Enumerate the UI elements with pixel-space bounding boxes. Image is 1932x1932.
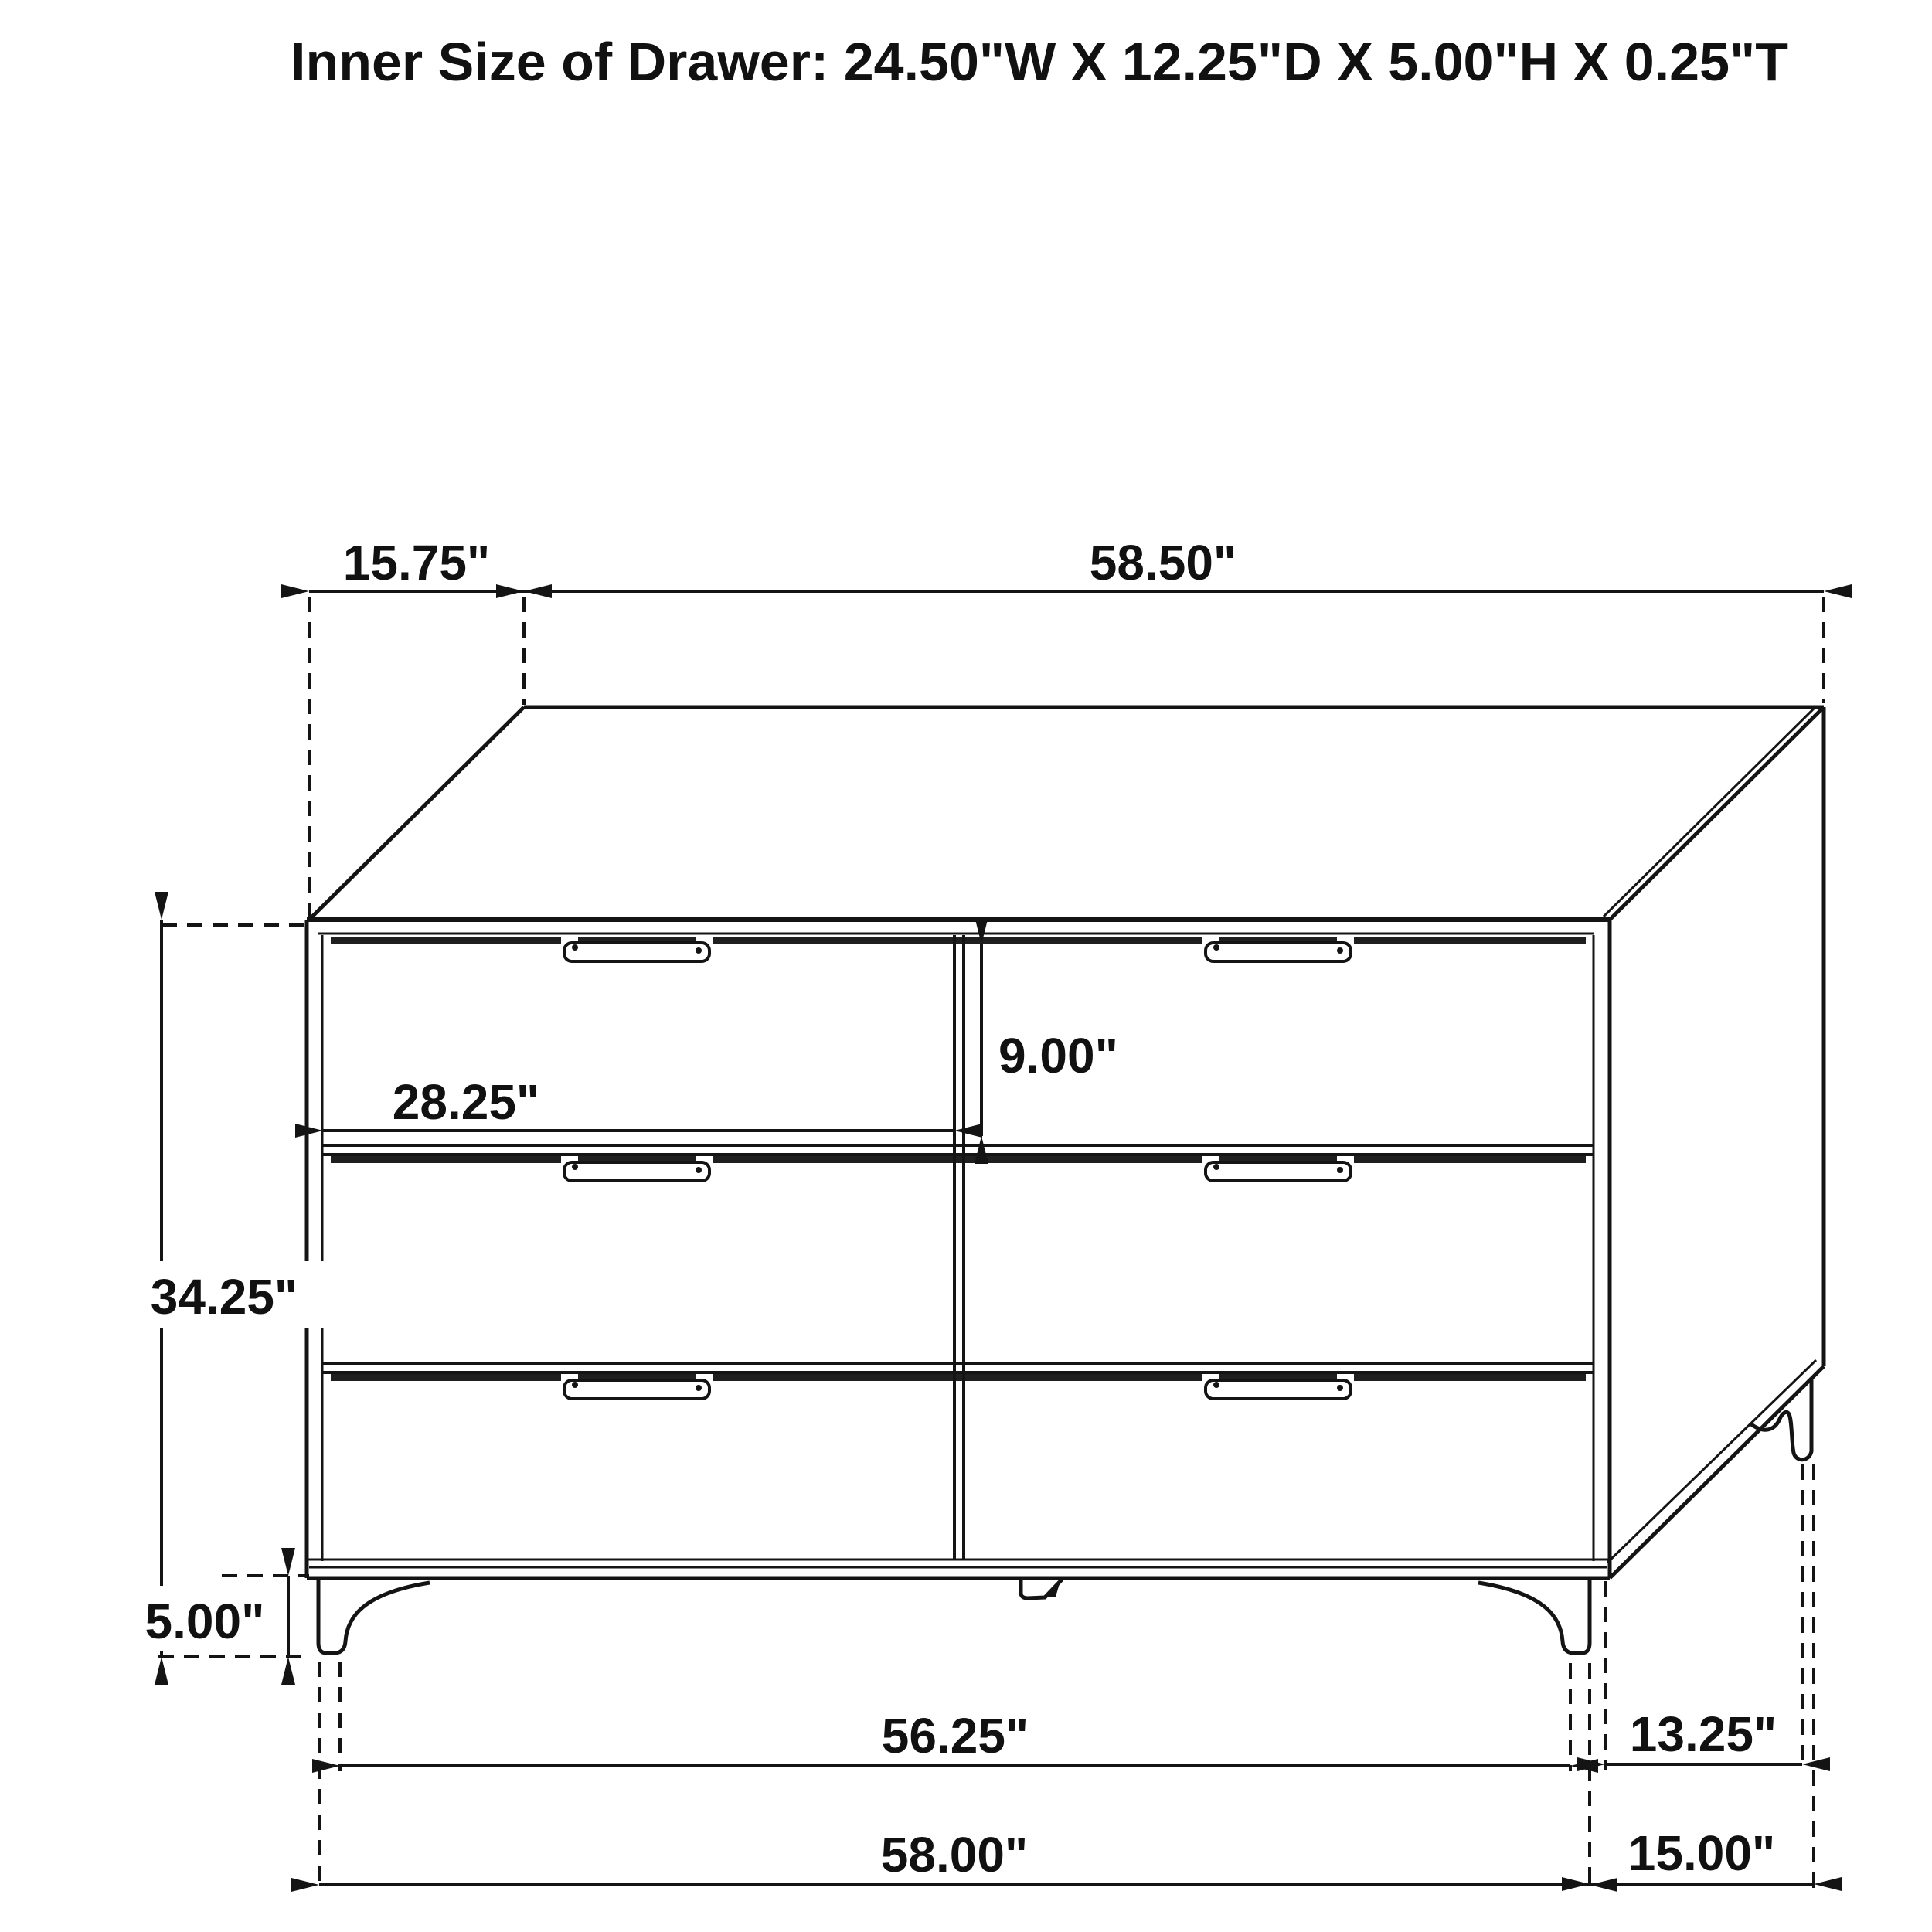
front-left-leg [318, 1578, 430, 1653]
dim-drawer-height [981, 944, 1173, 1136]
extension-lines [158, 597, 1824, 1890]
dim-side-leg-span [1605, 1706, 1802, 1764]
dim-depth-top [309, 535, 524, 591]
drawer-gap-bands [331, 937, 1586, 1381]
dim-base-width [319, 1827, 1590, 1885]
dimensions [93, 535, 1824, 1885]
dim-front-leg-span [340, 1708, 1570, 1766]
dim-depth-top-label: 15.75" [342, 535, 491, 590]
dim-height [93, 920, 355, 1657]
dim-side-leg-span-label: 13.25" [1629, 1706, 1777, 1762]
dim-width-top-label: 58.50" [1089, 535, 1237, 590]
diagram-title: Inner Size of Drawer: 24.50"W X 12.25"D X 5.00"H X 0.25"T [291, 32, 1788, 92]
legs [318, 1379, 1811, 1653]
dim-leg-height-label: 5.00" [145, 1594, 265, 1649]
dim-front-leg-span-label: 56.25" [881, 1708, 1029, 1764]
dim-base-depth [1590, 1825, 1814, 1884]
dim-base-width-label: 58.00" [880, 1827, 1029, 1883]
dim-leg-height [131, 1576, 288, 1657]
dim-height-label: 34.25" [150, 1269, 298, 1325]
dim-drawer-width-label: 28.25" [392, 1074, 540, 1130]
dim-width-top [524, 535, 1824, 591]
rear-right-leg [1751, 1379, 1811, 1460]
drawer-dividers [322, 935, 1594, 1560]
dim-drawer-width [323, 1074, 954, 1131]
dim-drawer-height-label: 9.00" [998, 1028, 1118, 1083]
dresser-cabinet [307, 707, 1824, 1578]
drawer-handles [561, 936, 1354, 1399]
front-right-leg [1478, 1578, 1590, 1653]
dim-base-depth-label: 15.00" [1628, 1825, 1776, 1881]
